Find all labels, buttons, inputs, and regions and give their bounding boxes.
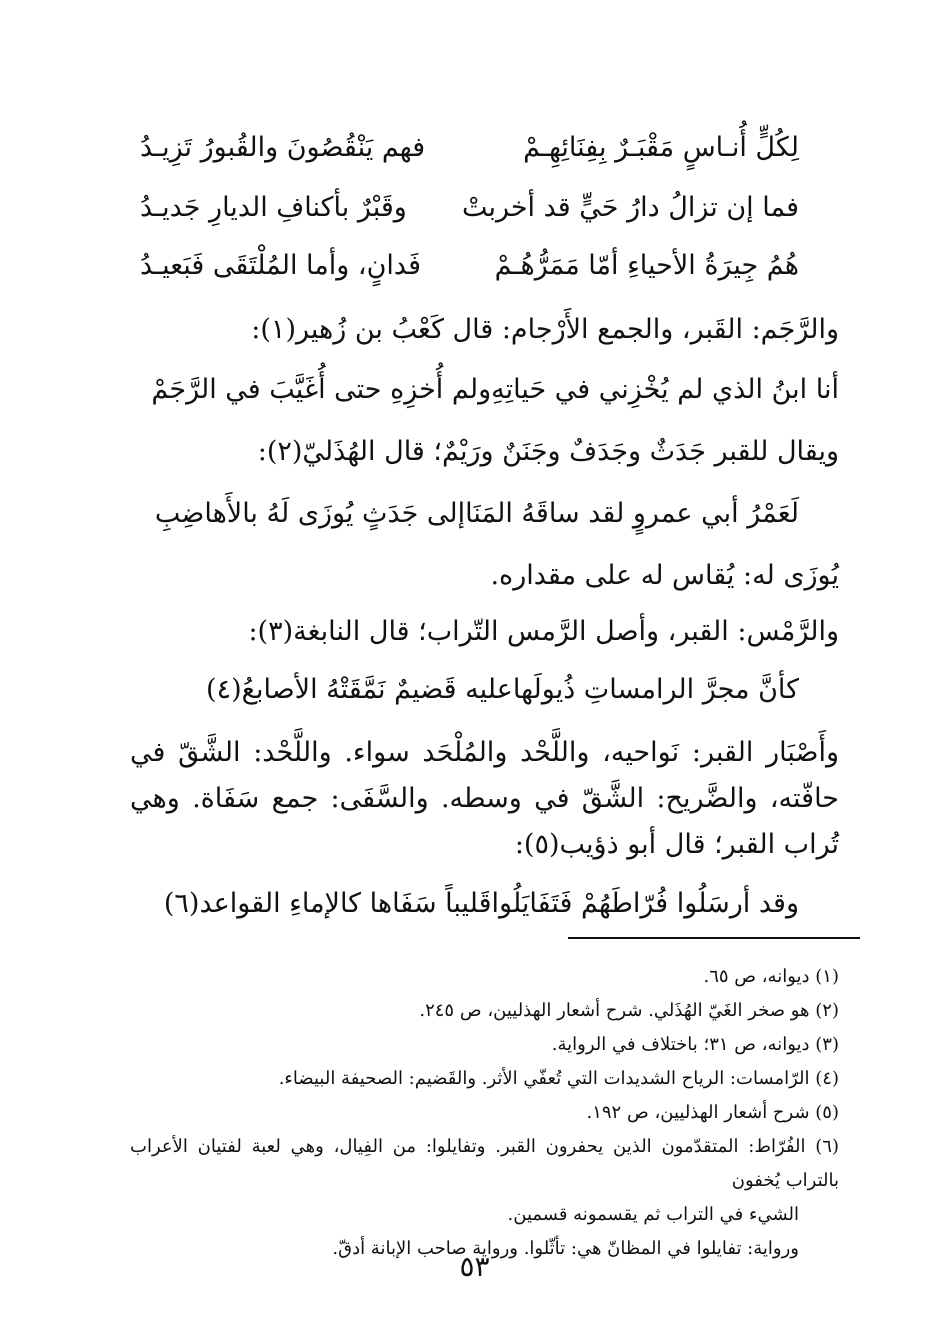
verse-first-hemistich: لَعَمْرُ أبي عمروٍ لقد ساقَهُ المَنَا <box>465 498 799 529</box>
verse-second-hemistich: ولم أُخزِهِ حتى أُغَيَّبَ في الرَّجَمْ <box>151 374 492 405</box>
text-line-rams: والرَّمْس: القبر، وأصل الرَّمس التّراب؛ قال النابغة(٣): <box>248 616 839 647</box>
poem-verse-dhuayb <box>163 884 799 924</box>
page-number: ٥٣ <box>459 1250 490 1283</box>
verse-second-hemistich: فهم يَنْقُصُونَ والقُبورُ تَزِيـدُ <box>140 132 426 163</box>
verse-first-hemistich: هُمُ جِيرَةُ الأحياءِ أمّا مَمَرُّهُـمْ <box>494 250 799 281</box>
footnote-separator <box>568 937 860 939</box>
footnote-5: (٥) شرح أشعار الهذليين، ص ١٩٢. <box>586 1102 839 1123</box>
verse-first-hemistich: فما إن تزالُ دارُ حَيٍّ قد أخربتْ <box>461 192 799 223</box>
poem-verse-nabigha <box>206 670 799 710</box>
verse-second-hemistich: فَدانٍ، وأما المُلْتَقَى فَبَعيـدُ <box>140 250 421 281</box>
verse-second-hemistich: قَليباً سَفَاها كالإماءِ القواعد(٦) <box>163 888 492 919</box>
footnote-6-variant-reading: ورواية: تفايلوا في المظانّ هي: تأثّلوا. ورواية صاحب الإبانة أدقّ. <box>332 1238 799 1259</box>
verse-second-hemistich: إلى جَدَثٍ يُوزَى لَهُ بالأَهاضِبِ <box>154 498 466 529</box>
footnotes <box>130 960 839 1266</box>
footnote-3: (٣) ديوانه، ص ٣١؛ باختلاف في الرواية. <box>551 1034 839 1055</box>
footnote-4: (٤) الرّامسات: الرياح الشديدات التي تُعفّي الأثر. والقَضيم: الصحيفة البيضاء. <box>278 1068 839 1089</box>
text-line-yuza: يُوزَى له: يُقاس له على مقداره. <box>490 560 839 591</box>
poem-verse-hudhali <box>154 494 799 534</box>
verse-second-hemistich: وقَبْرٌ بأكنافِ الديارِ جَديـدُ <box>140 192 407 223</box>
footnote-1: (١) ديوانه، ص ٦٥. <box>703 966 839 987</box>
verse-second-hemistich: عليه قَضيمٌ نَمَّقَتْهُ الأصابعُ(٤) <box>206 674 513 705</box>
poem-verse <box>140 188 799 228</box>
verse-first-hemistich: أنا ابنُ الذي لم يُخْزِني في حَياتِهِ <box>491 374 839 405</box>
footnote-2: (٢) هو صخر الغَيّ الهُذَلي. شرح أشعار الهذليين، ص ٢٤٥. <box>419 1000 839 1021</box>
text-line-rajm: والرَّجَم: القَبر، والجمع الأَرْجام: قال كَعْبُ بن زُهير(١): <box>251 314 839 345</box>
verse-first-hemistich: لِكُلٍّ أُنـاسٍ مَقْبَـرٌ بِفِنَائِهِـمْ <box>523 132 799 163</box>
verse-first-hemistich: كأنَّ مجرَّ الرامساتِ ذُيولَها <box>512 674 799 705</box>
paragraph-asbar: وأَصْبَار القبر: نَواحيه، واللَّحْد والمُلْحَد سواء. واللَّحْد: الشَّقّ في حافّته، والضَّريح: الشَّقّ في وسطه. والسَّفَى: جمع سَفَاة. وهي تُراب القبر؛ قال أبو ذؤيب(٥): <box>130 737 839 860</box>
text-line-jadath: ويقال للقبر جَدَثٌ وجَدَفٌ وجَنَنٌ ورَيْمٌ؛ قال الهُذَليّ(٢): <box>257 436 839 467</box>
poem-verse <box>140 246 799 286</box>
poem-verse-kaab <box>151 370 839 410</box>
footnote-6: (٦) الفُرّاط: المتقدّمون الذين يحفرون القبر. وتفايلوا: من الفِيال، وهي لعبة لفتيان الأعراب بالتراب يُخفون <box>130 1136 839 1191</box>
poem-verse <box>140 128 799 168</box>
verse-first-hemistich: وقد أرسَلُوا فُرّاطَهُمْ فَتَفَايَلُوا <box>491 888 799 919</box>
footnote-6-continuation: الشيء في التراب ثم يقسمونه قسمين. <box>507 1204 799 1225</box>
